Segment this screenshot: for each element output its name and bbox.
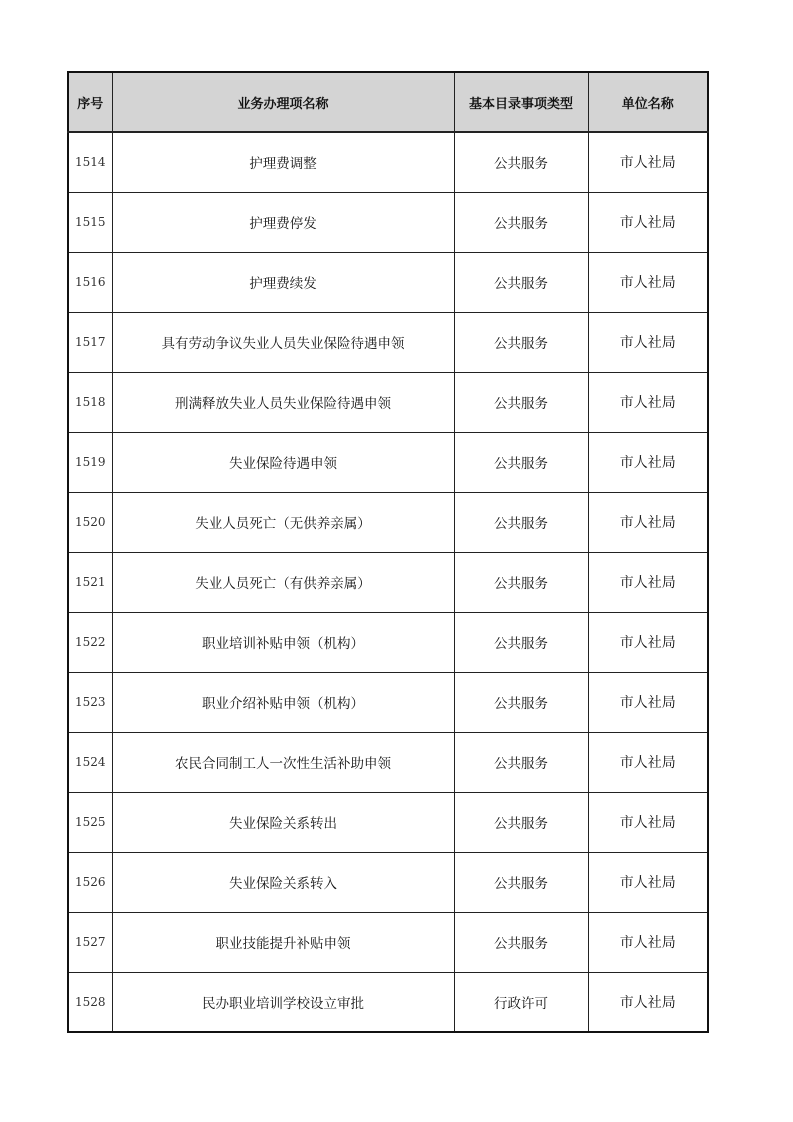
- cell-type: 行政许可: [454, 972, 588, 1032]
- table-row: [68, 612, 708, 672]
- cell-no: 1518: [68, 372, 112, 432]
- header-type: 基本目录事项类型: [454, 72, 588, 132]
- cell-type: 公共服务: [454, 852, 588, 912]
- cell-name: 职业介绍补贴申领（机构）: [112, 672, 454, 732]
- table-row: [68, 852, 708, 912]
- header-dept: 单位名称: [588, 72, 708, 132]
- cell-name: 失业保险关系转入: [112, 852, 454, 912]
- cell-name: 职业培训补贴申领（机构）: [112, 612, 454, 672]
- cell-type: 公共服务: [454, 552, 588, 612]
- cell-name: 护理费调整: [112, 132, 454, 192]
- cell-name: 农民合同制工人一次性生活补助申领: [112, 732, 454, 792]
- cell-dept: 市人社局: [588, 852, 708, 912]
- cell-type: 公共服务: [454, 312, 588, 372]
- cell-dept: 市人社局: [588, 252, 708, 312]
- cell-dept: 市人社局: [588, 192, 708, 252]
- table-row: [68, 312, 708, 372]
- table-row: [68, 372, 708, 432]
- header-no: 序号: [68, 72, 112, 132]
- cell-dept: 市人社局: [588, 432, 708, 492]
- cell-dept: 市人社局: [588, 612, 708, 672]
- cell-type: 公共服务: [454, 792, 588, 852]
- table-row: [68, 912, 708, 972]
- table-row: [68, 552, 708, 612]
- table-row: [68, 972, 708, 1032]
- cell-no: 1528: [68, 972, 112, 1032]
- cell-no: 1526: [68, 852, 112, 912]
- table-row: [68, 492, 708, 552]
- cell-no: 1525: [68, 792, 112, 852]
- service-items-table: [67, 71, 709, 1033]
- cell-name: 护理费停发: [112, 192, 454, 252]
- table-row: [68, 732, 708, 792]
- cell-no: 1527: [68, 912, 112, 972]
- table-row: [68, 792, 708, 852]
- cell-dept: 市人社局: [588, 972, 708, 1032]
- cell-name: 职业技能提升补贴申领: [112, 912, 454, 972]
- table-header: [68, 72, 708, 132]
- table-row: [68, 132, 708, 192]
- cell-dept: 市人社局: [588, 792, 708, 852]
- cell-no: 1519: [68, 432, 112, 492]
- cell-name: 护理费续发: [112, 252, 454, 312]
- cell-type: 公共服务: [454, 132, 588, 192]
- table-row: [68, 252, 708, 312]
- cell-name: 刑满释放失业人员失业保险待遇申领: [112, 372, 454, 432]
- cell-type: 公共服务: [454, 732, 588, 792]
- cell-name: 失业保险待遇申领: [112, 432, 454, 492]
- cell-no: 1522: [68, 612, 112, 672]
- cell-dept: 市人社局: [588, 912, 708, 972]
- cell-dept: 市人社局: [588, 732, 708, 792]
- cell-no: 1516: [68, 252, 112, 312]
- cell-name: 失业人员死亡（无供养亲属）: [112, 492, 454, 552]
- cell-type: 公共服务: [454, 252, 588, 312]
- cell-name: 具有劳动争议失业人员失业保险待遇申领: [112, 312, 454, 372]
- cell-dept: 市人社局: [588, 492, 708, 552]
- cell-dept: 市人社局: [588, 372, 708, 432]
- cell-name: 失业人员死亡（有供养亲属）: [112, 552, 454, 612]
- cell-type: 公共服务: [454, 432, 588, 492]
- cell-type: 公共服务: [454, 372, 588, 432]
- cell-dept: 市人社局: [588, 672, 708, 732]
- table-row: [68, 192, 708, 252]
- cell-no: 1524: [68, 732, 112, 792]
- table-body: [68, 132, 708, 1032]
- cell-dept: 市人社局: [588, 552, 708, 612]
- cell-type: 公共服务: [454, 192, 588, 252]
- cell-no: 1515: [68, 192, 112, 252]
- cell-dept: 市人社局: [588, 312, 708, 372]
- cell-type: 公共服务: [454, 492, 588, 552]
- cell-type: 公共服务: [454, 612, 588, 672]
- cell-no: 1517: [68, 312, 112, 372]
- cell-no: 1521: [68, 552, 112, 612]
- cell-no: 1520: [68, 492, 112, 552]
- table-row: [68, 432, 708, 492]
- cell-type: 公共服务: [454, 672, 588, 732]
- header-name: 业务办理项名称: [112, 72, 454, 132]
- cell-no: 1514: [68, 132, 112, 192]
- table-row: [68, 672, 708, 732]
- cell-name: 民办职业培训学校设立审批: [112, 972, 454, 1032]
- cell-no: 1523: [68, 672, 112, 732]
- cell-name: 失业保险关系转出: [112, 792, 454, 852]
- header-row: [68, 72, 708, 132]
- cell-type: 公共服务: [454, 912, 588, 972]
- cell-dept: 市人社局: [588, 132, 708, 192]
